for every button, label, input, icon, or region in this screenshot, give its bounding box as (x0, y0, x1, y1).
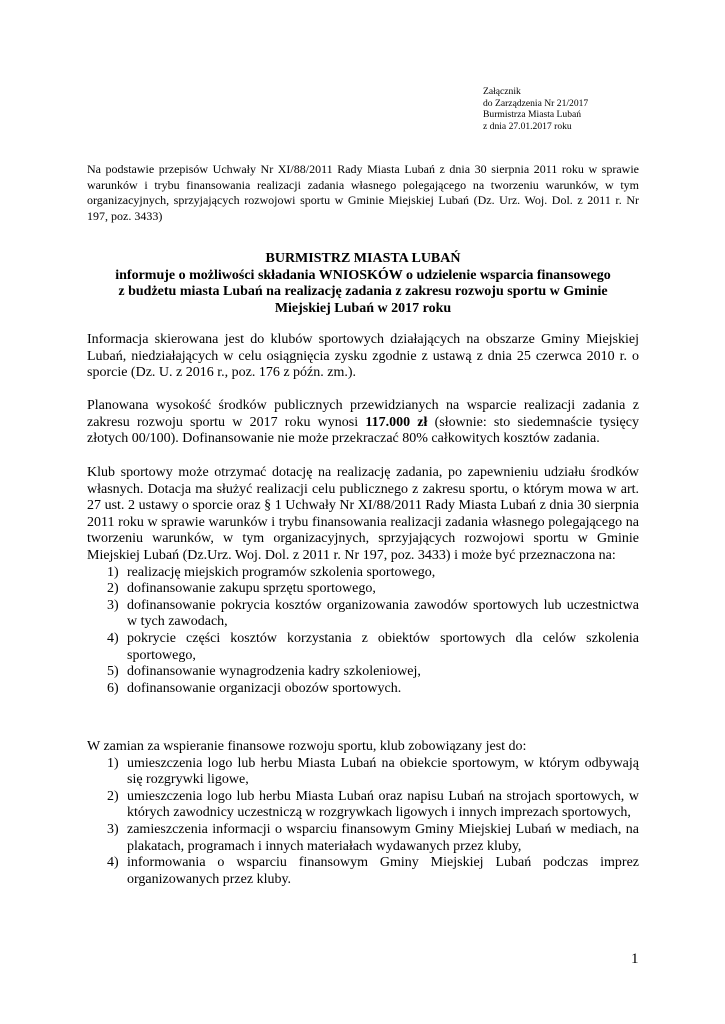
list-item-number: 2) (107, 581, 119, 597)
list-item-text: umieszczenia logo lub herbu Miasta Lubań oraz napisu Lubań na strojach sportowych, w których zawodnicy uczestniczą w rozgrywkach ligowych i innych imprezach sportowych, (127, 788, 639, 821)
list-item (87, 598, 639, 631)
list-item-number: 3) (107, 821, 119, 837)
list-item (87, 565, 639, 582)
annex-line: do Zarządzenia Nr 21/2017 (483, 97, 589, 109)
list-item (87, 789, 639, 822)
legal-basis-preamble: Na podstawie przepisów Uchwały Nr XI/88/2011 Rady Miasta Lubań z dnia 30 sierpnia 2011 roku w sprawie warunków i trybu finansowania realizacji zadania własnego polegającego na tworzeniu warunków, w tym organizacyjnych, sprzyjających rozwojowi sportu w Gminie Miejskiej Lubań (Dz. Urz. Woj. Dol. z 2011 r. Nr 197, poz. 3433) (87, 162, 639, 223)
funding-paragraph (87, 398, 639, 448)
heading-line: Miejskiej Lubań w 2017 roku (274, 300, 452, 316)
list-item-text: dofinansowanie organizacji obozów sportowych. (127, 680, 402, 696)
list-item-number: 2) (107, 788, 119, 804)
annex-note (483, 86, 588, 132)
list-item-text: dofinansowanie zakupu sprzętu sportowego, (127, 581, 376, 597)
list-item (87, 681, 639, 698)
club-obligations-list (87, 756, 639, 889)
list-item-text: dofinansowanie wynagrodzenia kadry szkoleniowej, (127, 664, 421, 680)
page-number: 1 (631, 951, 639, 967)
list-item (87, 822, 639, 855)
heading-line: informuje o możliwości składania WNIOSKÓW o udzielenie wsparcia finansowego (115, 267, 611, 283)
list-item-text: zamieszczenia informacji o wsparciu finansowym Gminy Miejskiej Lubań w mediach, na plakatach, programach i innych materiałach wydawanych przez kluby, (127, 821, 639, 854)
list-item (87, 664, 639, 681)
list-item (87, 855, 639, 888)
list-item-number: 4) (107, 630, 119, 646)
list-item (87, 581, 639, 598)
list-item-text: realizację miejskich programów szkolenia sportowego, (127, 564, 436, 580)
grant-purpose-section (87, 465, 639, 697)
list-item (87, 756, 639, 789)
list-item-number: 6) (107, 680, 119, 696)
list-item-number: 1) (107, 755, 119, 771)
list-item-text: umieszczenia logo lub herbu Miasta Lubań na obiekcie sportowym, w którym odbywają się rozgrywki ligowe, (127, 755, 639, 788)
funding-text-after: (słownie: sto siedemnaście tysięcy złotych 00/100). Dofinansowanie nie może przekraczać 80% całkowitych kosztów zadania. (87, 414, 639, 447)
list-item-text: pokrycie części kosztów korzystania z obiektów sportowych dla celów szkolenia sportowego, (127, 630, 639, 663)
info-paragraph: Informacja skierowana jest do klubów sportowych działających na obszarze Gminy Miejskiej Lubań, niedziałających w celu osiągnięcia zysku zgodnie z ustawą z dnia 25 czerwca 2010 r. o sporcie (Dz. U. z 2016 r., poz. 176 z późn. zm.). (87, 332, 639, 381)
heading-line: z budżetu miasta Lubań na realizację zadania z zakresu rozwoju sportu w Gminie (118, 284, 608, 300)
funding-amount: 117.000 zł (365, 414, 428, 430)
grant-purpose-list (87, 565, 639, 698)
list-item-text: informowania o wsparciu finansowym Gminy Miejskiej Lubań podczas imprez organizowanych przez kluby. (127, 855, 639, 887)
annex-line: Załącznik (483, 86, 521, 97)
document-heading (87, 251, 639, 317)
funding-text-before: Planowana wysokość środków publicznych przewidzianych na wsparcie realizacji zadania z zakresu rozwoju sportu w 2017 roku wynosi (87, 398, 639, 430)
annex-line: z dnia 27.01.2017 roku (483, 120, 572, 132)
list-item (87, 631, 639, 664)
heading-line: BURMISTRZ MIASTA LUBAŃ (265, 251, 461, 266)
list-item-number: 4) (107, 855, 119, 871)
grant-purpose-intro: Klub sportowy może otrzymać dotację na realizację zadania, po zapewnieniu udziału środków własnych. Dotacja ma służyć realizacji celu publicznego z zakresu sportu, o którym mowa w art. 27 ust. 2 ustawy o sporcie oraz § 1 Uchwały Nr XI/88/2011 Rady Miasta Lubań z dnia 30 sierpnia 2011 roku w sprawie warunków i trybu finansowania realizacji zadania własnego polegającego na tworzeniu warunków, w tym organizacyjnych, sprzyjających rozwojowi sportu w Gminie Miejskiej Lubań (Dz.Urz. Woj. Dol. z 2011 r. Nr 197, poz. 3433) i może być przeznaczona na: (87, 465, 639, 563)
club-obligations-section (87, 739, 639, 888)
annex-line: Burmistrza Miasta Lubań (483, 109, 582, 120)
list-item-number: 5) (107, 664, 119, 680)
club-obligations-intro: W zamian za wspieranie finansowe rozwoju sportu, klub zobowiązany jest do: (87, 739, 527, 754)
list-item-number: 3) (107, 597, 119, 613)
list-item-text: dofinansowanie pokrycia kosztów organizowania zawodów sportowych lub uczestnictwa w tych zawodach, (127, 597, 639, 630)
list-item-number: 1) (107, 564, 119, 580)
